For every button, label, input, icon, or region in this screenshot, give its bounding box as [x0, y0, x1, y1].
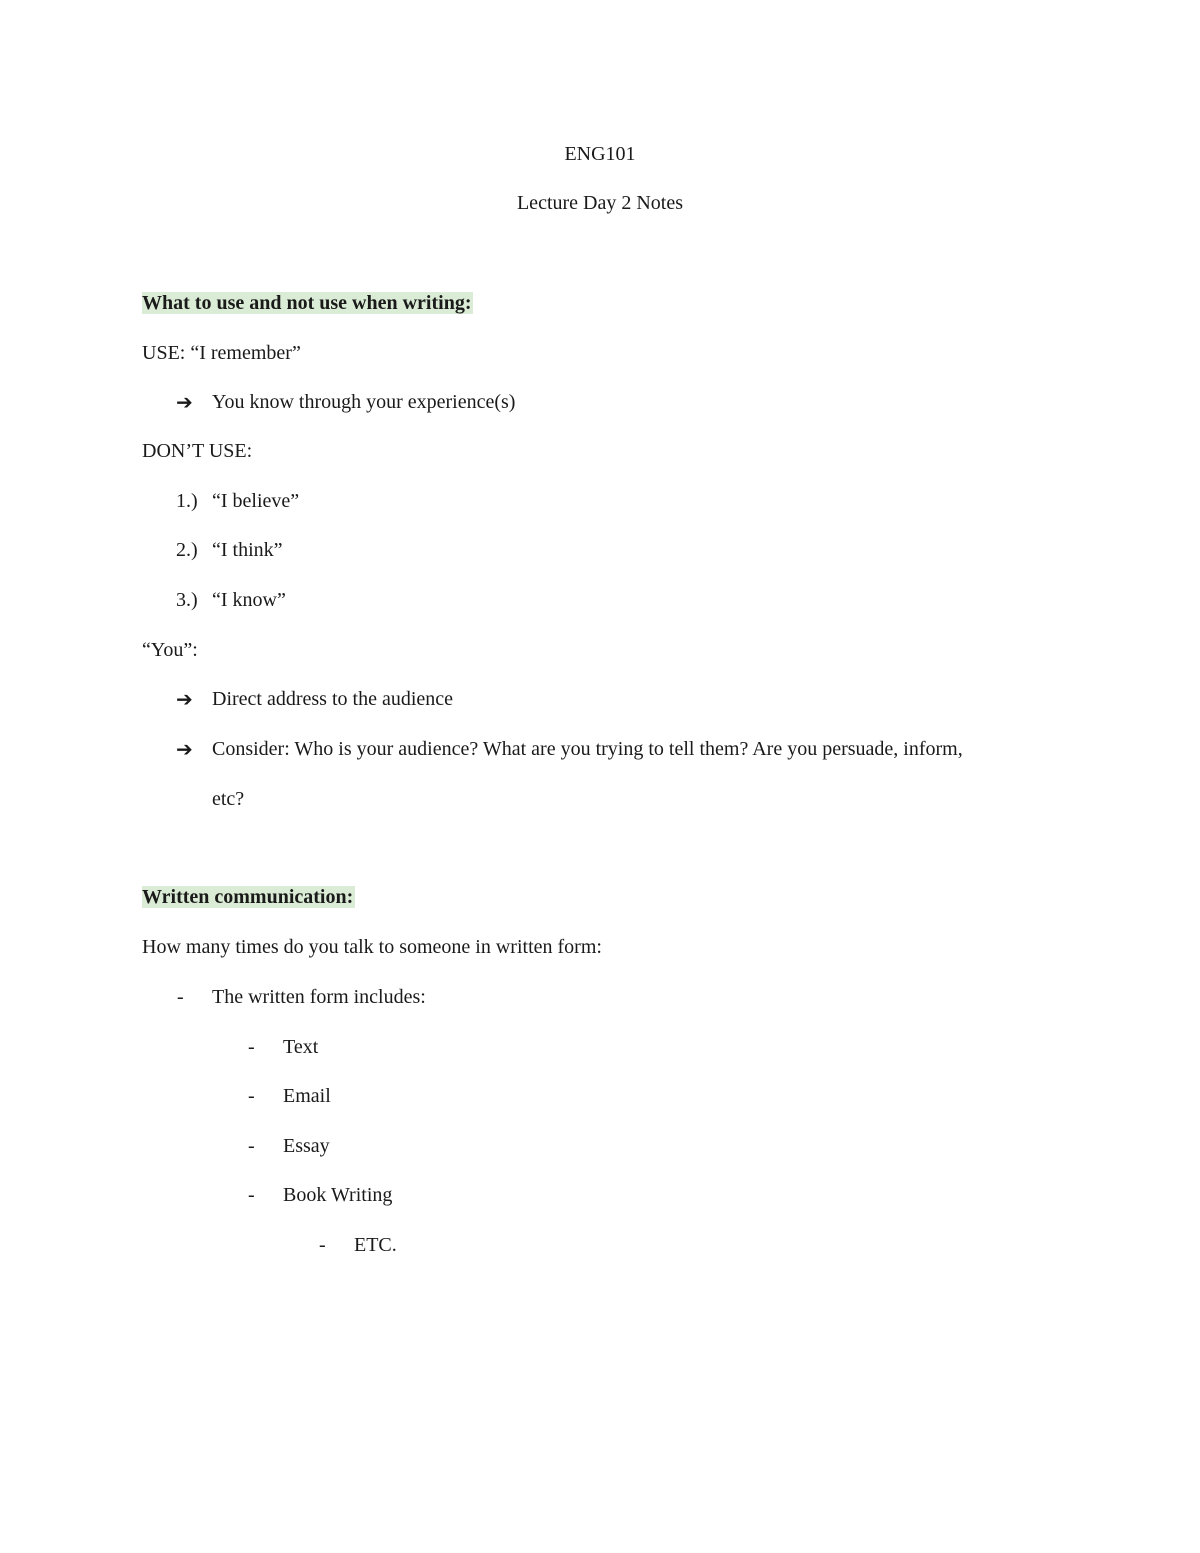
dont-use-item: “I think”: [212, 539, 283, 561]
written-form-item: The written form includes:: [212, 986, 426, 1008]
document-subtitle: Lecture Day 2 Notes: [516, 192, 684, 214]
dash-bullet: -: [177, 986, 184, 1008]
arrow-bullet-icon: ➔: [176, 390, 193, 414]
dash-bullet: -: [248, 1184, 255, 1206]
dont-use-item: “I know”: [212, 589, 286, 611]
written-form-subitem: Email: [283, 1085, 331, 1107]
arrow-bullet-icon: ➔: [176, 687, 193, 711]
dash-bullet: -: [248, 1085, 255, 1107]
dash-bullet: -: [248, 1036, 255, 1058]
dash-bullet: -: [248, 1135, 255, 1157]
use-line: USE: “I remember”: [142, 342, 301, 364]
dont-use-label: DON’T USE:: [142, 440, 253, 462]
list-number: 3.): [176, 589, 198, 611]
you-label: “You”:: [142, 639, 198, 661]
section-heading-written: [142, 884, 355, 910]
arrow-bullet-icon: ➔: [176, 737, 193, 761]
written-form-subitem: Book Writing: [283, 1184, 393, 1206]
section-heading-usage-text: What to use and not use when writing:: [142, 292, 472, 314]
course-title: ENG101: [564, 143, 636, 165]
written-form-subitem: Essay: [283, 1135, 330, 1157]
section-heading-written-text: Written communication:: [142, 886, 354, 908]
written-intro: How many times do you talk to someone in written form:: [142, 936, 602, 958]
you-bullet-text: Direct address to the audience: [212, 688, 454, 710]
you-bullet-text: Consider: Who is your audience? What are you trying to tell them? Are you persuade, inform,: [212, 738, 963, 760]
list-number: 1.): [176, 490, 198, 512]
use-bullet-text: You know through your experience(s): [212, 391, 516, 413]
dash-bullet: -: [319, 1234, 326, 1256]
you-bullet-continuation: etc?: [212, 788, 245, 810]
dont-use-item: “I believe”: [212, 490, 300, 512]
written-form-subsubitem: ETC.: [354, 1234, 397, 1256]
list-number: 2.): [176, 539, 198, 561]
written-form-subitem: Text: [283, 1036, 319, 1058]
section-heading-usage: [142, 290, 473, 316]
